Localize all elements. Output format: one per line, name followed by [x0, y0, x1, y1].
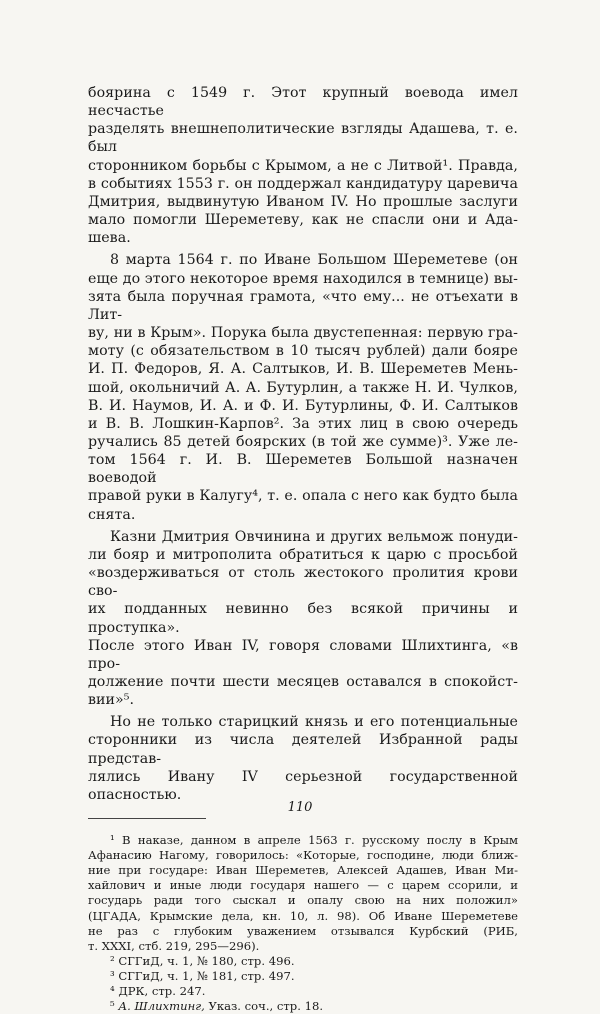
footnote-line: (ЦГАДА, Крымские дела, кн. 10, л. 98). Об Иване Шереметеве — [88, 908, 518, 923]
text-line: моту (с обязательством в 10 тысяч рублей) дали бояре — [88, 343, 518, 360]
text-line: правой руки в Калугу⁴, т. е. опала с него как будто была — [88, 488, 518, 505]
text-line: Казни Дмитрия Овчинина и других вельмож понуди- — [110, 528, 518, 545]
text-line: ву, ни в Крым». Порука была двустепенная: первую гра- — [88, 325, 518, 342]
text-line: еще до этого некоторое время находился в темнице) вы- — [88, 270, 518, 287]
text-line: и В. В. Лошкин-Карпов². За этих лиц в свою очередь — [88, 415, 518, 432]
footnote-line: ние при государе: Иван Шереметев, Алексей Адашев, Иван Ми- — [88, 863, 518, 878]
text-line: После этого Иван IV, говоря словами Шлихтинга, «в про- — [88, 637, 518, 672]
text-line: их подданных невинно без всякой причины и проступка». — [88, 601, 518, 636]
text-line: разделять внешнеполитические взгляды Адашева, т. е. был — [88, 121, 518, 156]
text-line: лялись Ивану IV серьезной государственной опасностью. — [88, 768, 518, 803]
paragraph-3 — [88, 528, 518, 710]
text-line: должение почти шести месяцев оставался в спокойст- — [88, 674, 518, 690]
text-line: ручались 85 детей боярских (в той же сумме)³. Уже ле- — [88, 433, 518, 450]
text-line: вии»⁵. — [88, 692, 135, 709]
page-number: 110 — [287, 800, 313, 815]
text-line: зята была поручная грамота, «что ему... не отъехати в Лит- — [88, 288, 518, 323]
text-line: сторонником борьбы с Крымом, а не с Литвой¹. Правда, — [88, 157, 518, 174]
text-line: И. П. Федоров, Я. А. Салтыков, И. В. Шереметев Мень- — [88, 361, 518, 378]
footnote-5 — [88, 999, 518, 1014]
page-body — [88, 84, 518, 1014]
text-line: шой, окольничий А. А. Бутурлин, а также Н. И. Чулков, — [88, 379, 518, 396]
paragraph-4 — [88, 713, 518, 804]
footnote-line: не раз с глубоким уважением отзывался Курбский (РИБ, — [88, 923, 518, 938]
text-line: мало помогли Шереметеву, как не спасли они и Ада- — [88, 212, 518, 229]
footnote-4 — [88, 984, 518, 999]
footnote-line: ⁴ ДРК, стр. 247. — [110, 984, 206, 999]
footnote-author: А. Шлихтинг, — [118, 999, 205, 1014]
text-line: Но не только старицкий князь и его потенциальные — [110, 714, 518, 731]
footnote-line: т. XXXI, стб. 219, 295—296). — [88, 938, 260, 953]
footnote-line: ³ СГГиД, ч. 1, № 181, стр. 497. — [110, 968, 295, 983]
paragraph-2 — [88, 251, 518, 523]
footnote-divider — [88, 818, 206, 819]
footnote-line: ² СГГиД, ч. 1, № 180, стр. 496. — [110, 953, 295, 968]
footnote-line: ¹ В наказе, данном в апреле 1563 г. русскому послу в Крым — [110, 833, 518, 848]
text-line: в событиях 1553 г. он поддержал кандидатуру царевича — [88, 175, 518, 192]
text-line: В. И. Наумов, И. А. и Ф. И. Бутурлины, Ф. И. Салтыков — [88, 397, 518, 414]
text-line: сторонники из числа деятелей Избранной рады представ- — [88, 732, 518, 767]
text-line: Дмитрия, выдвинутую Иваном IV. Но прошлые заслуги — [88, 193, 518, 210]
text-line: снята. — [88, 506, 136, 523]
text-line: шева. — [88, 230, 131, 247]
footnote-line: Афанасию Нагому, говорилось: «Которые, господине, люди ближ- — [88, 848, 518, 863]
text-line: «воздерживаться от столь жестокого пролития крови сво- — [88, 565, 518, 600]
footnote-citation: Указ. соч., стр. 18. — [204, 999, 324, 1014]
footnote-marker: ⁵ — [110, 999, 119, 1014]
text-line: боярина с 1549 г. Этот крупный воевода имел несчастье — [88, 85, 518, 120]
text-line: ли бояр и митрополита обратиться к царю с просьбой — [88, 546, 518, 563]
footnote-3 — [88, 969, 518, 984]
footnote-line: хайлович и иные люди государя нашего — с царем ссорили, и — [88, 878, 518, 893]
footnote-line — [88, 999, 518, 1014]
footnote-2 — [88, 954, 518, 969]
paragraph-1 — [88, 84, 518, 247]
footnote-line: государь ради того сыскал и опалу свою на них положил» — [88, 893, 518, 908]
text-line: том 1564 г. И. В. Шереметев Большой назначен воеводой — [88, 452, 518, 487]
footnote-1 — [88, 833, 518, 954]
text-line: 8 марта 1564 г. по Иване Большом Шереметеве (он — [110, 252, 518, 269]
